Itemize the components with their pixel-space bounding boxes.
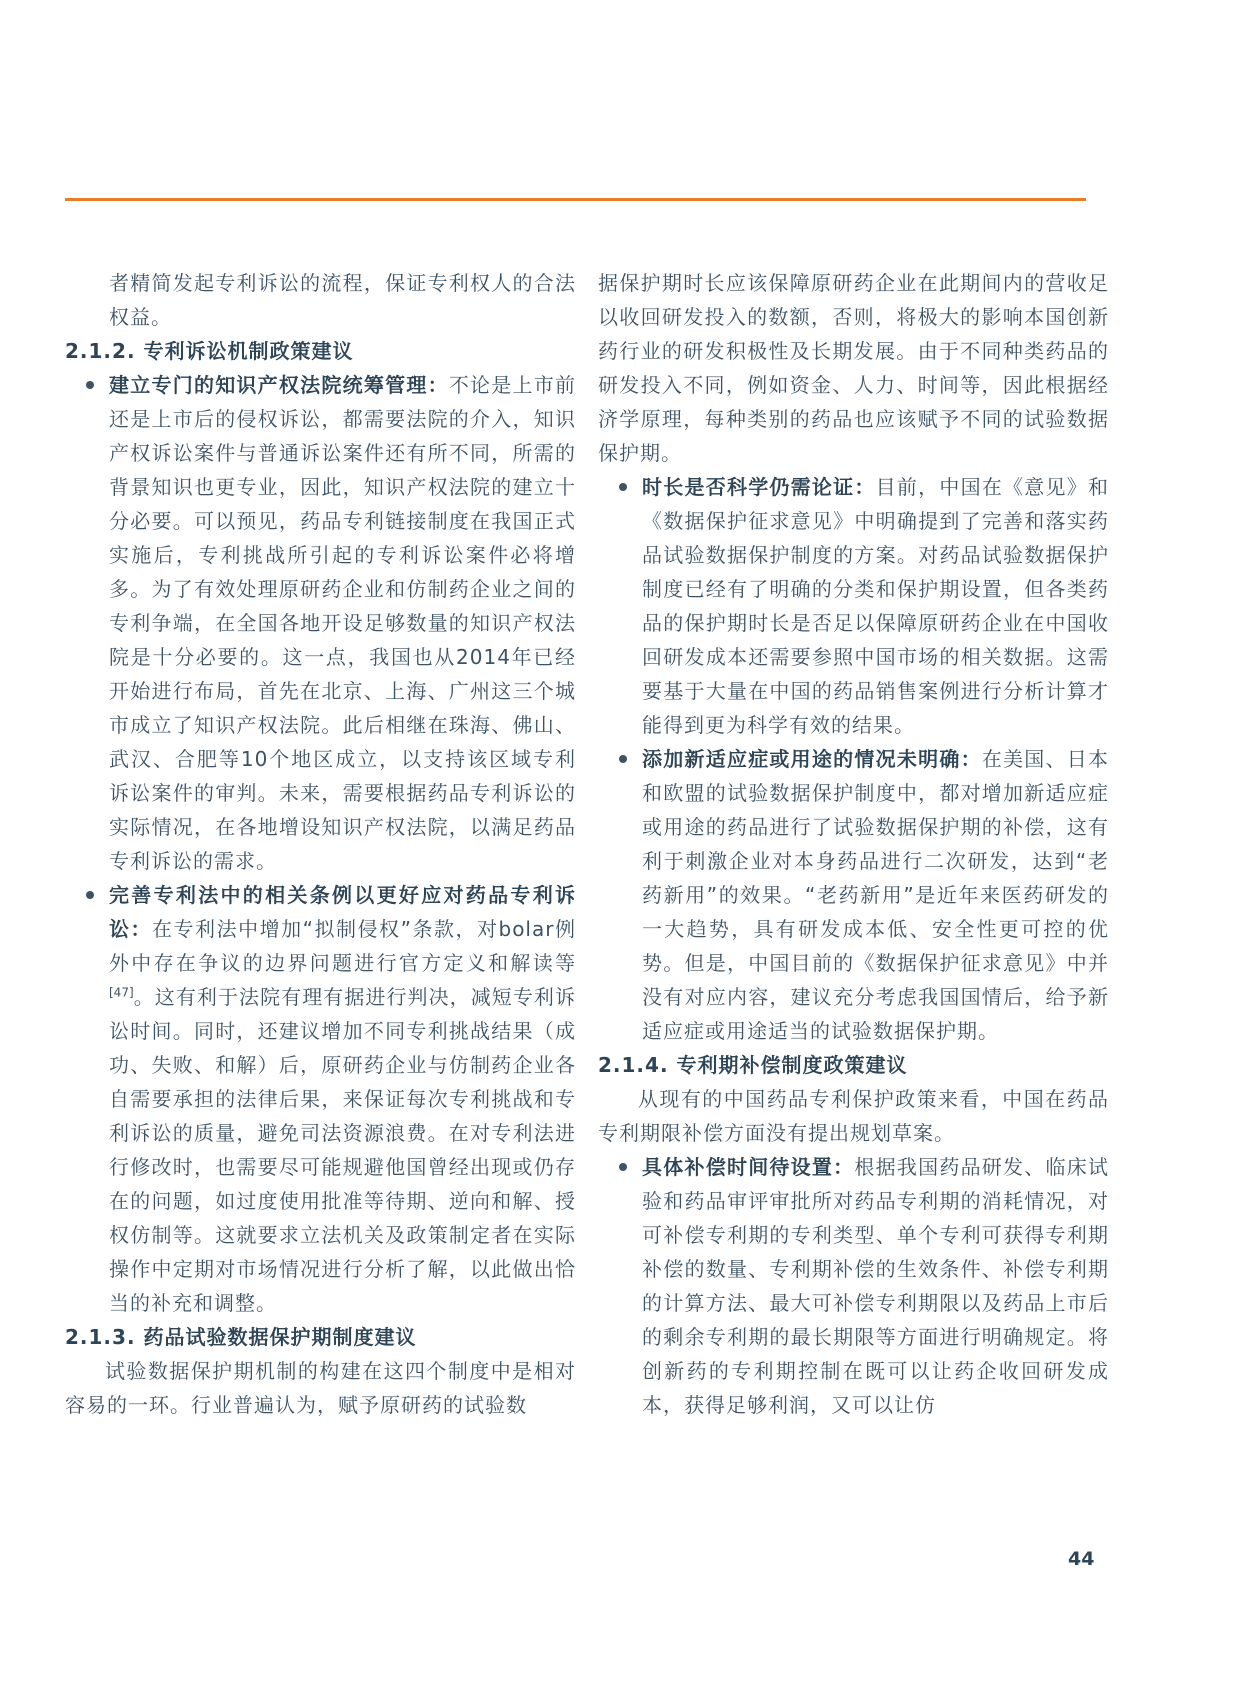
bullet-paragraph [642,742,1109,1048]
bullet-paragraph [642,470,1109,742]
bullet-item [65,878,576,1320]
right-column [598,266,1109,1422]
bullet-paragraph [109,878,576,1320]
body-paragraph: 试验数据保护期机制的构建在这四个制度中是相对容易的一环。行业普遍认为，赋予原研药的试验数 [65,1359,576,1417]
bullet-body-text: 。这有利于法院有理有据进行判决，减短专利诉讼时间。同时，还建议增加不同专利挑战结果（成功、失败、和解）后，原研药企业与仿制药企业各自需要承担的法律后果，来保证每次专利挑战和专利诉讼的质量，避免司法资源浪费。在对专利法进行修改时，也需要尽可能规避他国曾经出现或仍存在的问题，如过度使用批准等待期、逆向和解、授权仿制等。这就要求立法机关及政策制定者在实际操作中定期对市场情况进行分析了解，以此做出恰当的补充和调整。 [109,985,576,1315]
bullet-item [65,368,576,878]
bullet-lead: 时长是否科学仍需论证： [642,475,876,499]
continuation-paragraph: 据保护期时长应该保障原研药企业在此期间内的营收足以收回研发投入的数额，否则，将极大的影响本国创新药行业的研发积极性及长期发展。由于不同种类药品的研发投入不同，例如资金、人力、时间等，因此根据经济学原理，每种类别的药品也应该赋予不同的试验数据保护期。 [598,271,1109,465]
bullet-body-text: 在专利法中增加“拟制侵权”条款，对bolar例外中存在争议的边界问题进行官方定义和解读等 [109,917,576,975]
body-paragraph: 从现有的中国药品专利保护政策来看，中国在药品专利期限补偿方面没有提出规划草案。 [598,1087,1109,1145]
bullet-item [598,742,1109,1048]
bullet-lead: 添加新适应症或用途的情况未明确： [642,747,982,771]
page-content [65,266,1109,1422]
bullet-body-text: 不论是上市前还是上市后的侵权诉讼，都需要法院的介入，知识产权诉讼案件与普通诉讼案件还有所不同，所需的背景知识也更专业，因此，知识产权法院的建立十分必要。可以预见，药品专利链接制度在我国正式实施后，专利挑战所引起的专利诉讼案件必将增多。为了有效处理原研药企业和仿制药企业之间的专利争端，在全国各地开设足够数量的知识产权法院是十分必要的。这一点，我国也从2014年已经开始进行布局，首先在北京、上海、广州这三个城市成立了知识产权法院。此后相继在珠海、佛山、武汉、合肥等10个地区成立，以支持该区域专利诉讼案件的审判。未来，需要根据药品专利诉讼的实际情况，在各地增设知识产权法院，以满足药品专利诉讼的需求。 [109,373,577,873]
continuation-paragraph: 者精简发起专利诉讼的流程，保证专利权人的合法权益。 [109,271,576,329]
bullet-lead: 完善专利法中的相关条例以更好应对药品专利诉讼： [109,883,576,941]
bullet-body-text: 在美国、日本和欧盟的试验数据保护制度中，都对增加新适应症或用途的药品进行了试验数据保护期的补偿，这有利于刺激企业对本身药品进行二次研发，达到“老药新用”的效果。“老药新用”是近年来医药研发的一大趋势，具有研发成本低、安全性更可控的优势。但是，中国目前的《数据保护征求意见》中并没有对应内容，建议充分考虑我国国情后，给予新适应症或用途适当的试验数据保护期。 [642,747,1110,1043]
footnote-reference: [47] [109,985,134,1000]
bullet-body-text: 目前，中国在《意见》和《数据保护征求意见》中明确提到了完善和落实药品试验数据保护制度的方案。对药品试验数据保护制度已经有了明确的分类和保护期设置，但各类药品的保护期时长是否足以保障原研药企业在中国收回研发成本还需要参照中国市场的相关数据。这需要基于大量在中国的药品销售案例进行分析计算才能得到更为科学有效的结果。 [642,475,1110,737]
page-number: 44 [1068,1548,1095,1570]
bullet-dot-icon [86,891,94,899]
bullet-paragraph [109,368,576,878]
bullet-lead: 建立专门的知识产权法院统筹管理： [109,373,449,397]
accent-divider-rule [65,198,1086,201]
bullet-dot-icon [619,1163,627,1171]
bullet-lead: 具体补偿时间待设置： [642,1155,855,1179]
bullet-dot-icon [619,755,627,763]
bullet-body-text: 根据我国药品研发、临床试验和药品审评审批所对药品专利期的消耗情况，对可补偿专利期的专利类型、单个专利可获得专利期补偿的数量、专利期补偿的生效条件、补偿专利期的计算方法、最大可补偿专利期限以及药品上市后的剩余专利期的最长期限等方面进行明确规定。将创新药的专利期控制在既可以让药企收回研发成本，获得足够利润，又可以让仿 [642,1155,1110,1417]
section-heading-2-1-4: 2.1.4. 专利期补偿制度政策建议 [598,1053,908,1077]
section-heading-2-1-3: 2.1.3. 药品试验数据保护期制度建议 [65,1325,417,1349]
bullet-item [598,1150,1109,1422]
left-column [65,266,576,1422]
bullet-dot-icon [619,483,627,491]
section-heading-2-1-2: 2.1.2. 专利诉讼机制政策建议 [65,339,354,363]
bullet-dot-icon [86,381,94,389]
bullet-item [598,470,1109,742]
bullet-paragraph [642,1150,1109,1422]
